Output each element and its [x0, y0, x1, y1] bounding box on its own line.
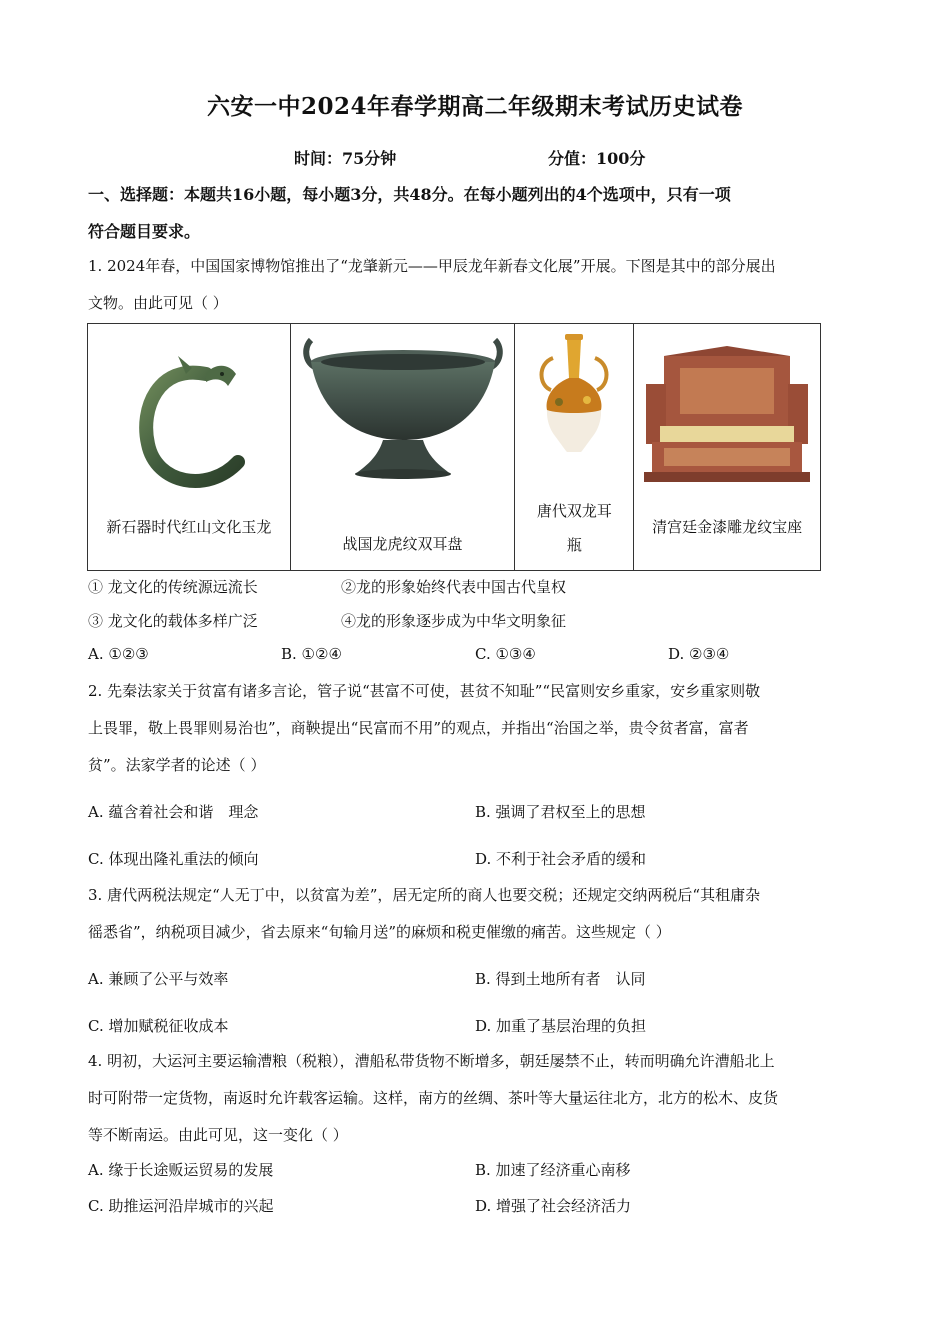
relic-caption-dragon-throne: 清宫廷金漆雕龙纹宝座 — [652, 518, 803, 536]
relic-cell-jade-dragon — [88, 324, 291, 571]
section-heading-line-2: 符合题目要求。 — [88, 222, 201, 241]
q3-stem-line-2: 徭悉省”，纳税项目减少，省去原来“旬输月送”的麻烦和税吏催缴的痛苦。这些规定（ ） — [88, 923, 671, 941]
q1-option-b: B. ①②④ — [281, 645, 342, 663]
q4-stem-line-3: 等不断南运。由此可见，这一变化（ ） — [88, 1126, 348, 1144]
q1-option-d: D. ②③④ — [668, 645, 730, 663]
relic-caption-jade-dragon: 新石器时代红山文化玉龙 — [106, 518, 272, 536]
q1-stem-line-2: 文物。由此可见（ ） — [88, 294, 228, 312]
q4-option-a: A. 缘于长途贩运贸易的发展 — [88, 1161, 274, 1179]
dragon-throne-image — [634, 344, 820, 494]
relics-table — [87, 323, 821, 571]
q3-option-b: B. 得到土地所有者 认同 — [475, 970, 646, 988]
q2-stem-line-1: 2. 先秦法家关于贫富有诸多言论，管子说“甚富不可使，甚贫不知耻”“民富则安乡重家，安乡重家则敬 — [88, 682, 761, 700]
exam-time: 时间：75分钟 — [294, 149, 397, 168]
q2-stem-line-2: 上畏罪，敬上畏罪则易治也”，商鞅提出“民富而不用”的观点，并指出“治国之举，贵令贫者富，富者 — [88, 719, 749, 737]
q4-option-c: C. 助推运河沿岸城市的兴起 — [88, 1197, 274, 1215]
q2-option-a: A. 蕴含着社会和谐 理念 — [88, 803, 259, 821]
relic-cell-dragon-throne — [634, 324, 821, 571]
tang-vase-image — [515, 328, 633, 458]
section-heading-line-1: 一、选择题：本题共16小题，每小题3分，共48分。在每小题列出的4个选项中，只有一项 — [88, 185, 731, 204]
q4-option-d: D. 增强了社会经济活力 — [475, 1197, 632, 1215]
bronze-plate-image — [291, 328, 515, 488]
q2-stem-line-3: 贫”。法家学者的论述（ ） — [88, 756, 266, 774]
q1-statement-3: ③ 龙文化的载体多样广泛 — [88, 612, 258, 630]
q3-option-d: D. 加重了基层治理的负担 — [475, 1017, 647, 1035]
exam-score: 分值：100分 — [548, 149, 646, 168]
q1-statement-1: ① 龙文化的传统源远流长 — [88, 578, 258, 596]
q2-option-d: D. 不利于社会矛盾的缓和 — [475, 850, 647, 868]
q2-option-c: C. 体现出隆礼重法的倾向 — [88, 850, 259, 868]
q3-option-a: A. 兼顾了公平与效率 — [88, 970, 229, 988]
page-title: 六安一中2024年春学期高二年级期末考试历史试卷 — [206, 93, 743, 120]
relic-caption-tang-vase-line-1: 唐代双龙耳 — [536, 502, 612, 520]
q3-option-c: C. 增加赋税征收成本 — [88, 1017, 229, 1035]
q1-statement-4: ④龙的形象逐步成为中华文明象征 — [341, 612, 567, 630]
jade-dragon-image — [88, 334, 290, 504]
relic-caption-tang-vase-line-2: 瓶 — [566, 536, 582, 554]
relic-caption-bronze-plate: 战国龙虎纹双耳盘 — [342, 535, 463, 553]
q1-option-c: C. ①③④ — [475, 645, 536, 663]
q1-option-a: A. ①②③ — [88, 645, 149, 663]
q4-stem-line-2: 时可附带一定货物，南返时允许载客运输。这样，南方的丝绸、茶叶等大量运往北方，北方的松木、皮货 — [88, 1089, 779, 1107]
q1-stem-line-1: 1. 2024年春，中国国家博物馆推出了“龙肇新元——甲辰龙年新春文化展”开展。下图是其中的部分展出 — [88, 257, 776, 275]
relic-cell-bronze-plate — [290, 324, 515, 571]
relic-cell-tang-vase — [515, 324, 634, 571]
q1-statement-2: ②龙的形象始终代表中国古代皇权 — [341, 578, 567, 596]
q2-option-b: B. 强调了君权至上的思想 — [475, 803, 646, 821]
q3-stem-line-1: 3. 唐代两税法规定“人无丁中，以贫富为差”，居无定所的商人也要交税；还规定交纳两税后“其租庸杂 — [88, 886, 761, 904]
q4-stem-line-1: 4. 明初，大运河主要运输漕粮（税粮），漕船私带货物不断增多，朝廷屡禁不止，转而明确允许漕船北上 — [88, 1052, 775, 1070]
q4-option-b: B. 加速了经济重心南移 — [475, 1161, 631, 1179]
